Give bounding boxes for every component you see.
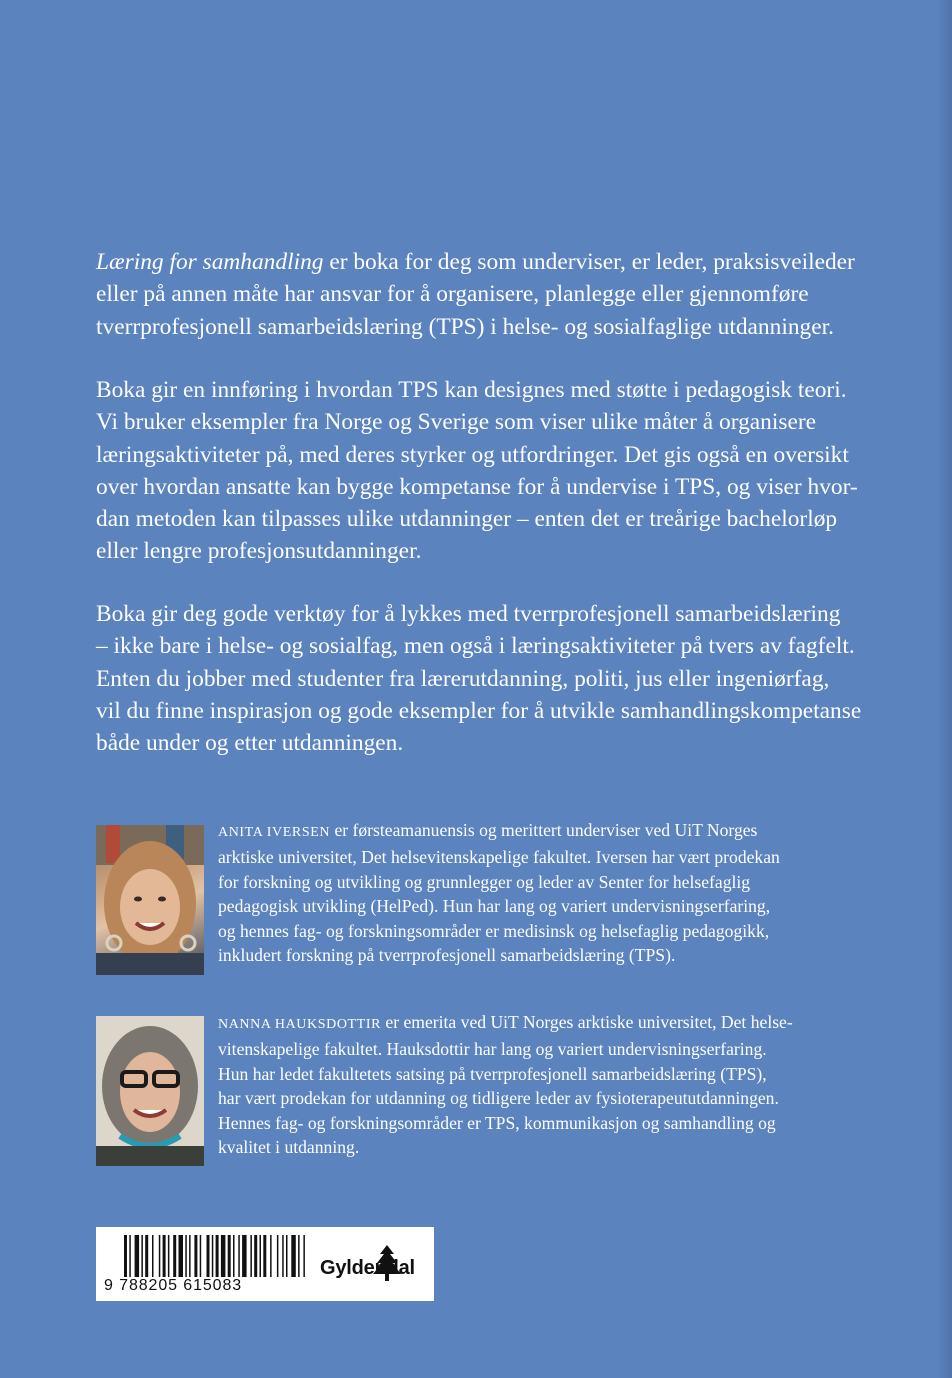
bio-text: inkludert forskning på tverrprofesjonell samarbeidslæring (TPS). <box>218 945 676 966</box>
barcode-bar <box>286 1235 288 1277</box>
author-name: ANITA IVERSEN <box>218 825 331 840</box>
barcode-bar <box>129 1235 131 1277</box>
publisher-name: Gyldendal <box>320 1257 415 1279</box>
barcode-bar <box>152 1235 154 1277</box>
bio-text: vitenskapelige fakultet. Hauksdottir har lang og variert undervisningserfaring. <box>218 1039 767 1060</box>
blurb-text: er boka for deg som underviser, er leder, praksisveileder <box>323 249 855 275</box>
bio-text: har vært prodekan for utdanning og tidligere leder av fysioterapeututdanningen. <box>218 1088 779 1109</box>
bio-text: Hennes fag- og forskningsområder er TPS, kommunikasjon og samhandling og <box>218 1112 776 1133</box>
author-bio-hauksdottir <box>218 1010 878 1159</box>
barcode-bar <box>135 1235 140 1277</box>
blurb-text: Enten du jobber med studenter fra lærerutdanning, politi, jus eller ingeniørfag, <box>96 665 830 692</box>
barcode-bar <box>216 1235 219 1277</box>
barcode-bar <box>179 1235 184 1277</box>
bio-text: er førsteamanuensis og merittert underviser ved UiT Norges <box>330 820 758 840</box>
bio-text: og hennes fag- og forskningsområder er medisinsk og helsefaglig pedagogikk, <box>218 920 770 941</box>
barcode-bar <box>270 1235 272 1277</box>
blurb-text: – ikke bare i helse- og sosialfag, men også i læringsaktiviteter på tvers av fagfelt. <box>96 633 855 660</box>
author-photo-hauksdottir <box>96 1016 204 1166</box>
barcode-bar <box>145 1235 148 1277</box>
barcode-bar <box>200 1235 202 1277</box>
author-photo-iversen <box>96 825 204 975</box>
barcode-bar <box>124 1235 127 1277</box>
blurb-text: læringsaktiviteter på, med deres styrker og utfordringer. Det gis også en oversikt <box>96 441 849 468</box>
blurb-paragraph-3 <box>96 598 864 759</box>
barcode-bar <box>207 1235 210 1277</box>
barcode-bar <box>173 1235 176 1277</box>
book-title: Læring for samhandling <box>96 249 324 275</box>
barcode-bar <box>254 1235 257 1277</box>
cover-edge <box>938 0 952 1378</box>
barcode-bar <box>291 1235 296 1277</box>
bio-text: kvalitet i utdanning. <box>218 1137 360 1158</box>
barcode-bar <box>250 1235 252 1277</box>
author-bio-iversen <box>218 818 878 967</box>
bio-text: Hun har ledet fakultetets satsing på tverrprofesjonell samarbeidslæring (TPS), <box>218 1063 767 1084</box>
blurb-text: tverrprofesjonell samarbeidslæring (TPS) i helse- og sosialfaglige utdanninger. <box>96 313 834 340</box>
barcode-bar <box>282 1235 284 1277</box>
barcode-bar <box>221 1235 226 1277</box>
author-name: NANNA HAUKSDOTTIR <box>218 1017 382 1032</box>
barcode-bar <box>168 1235 170 1277</box>
barcode-bar <box>233 1235 235 1277</box>
barcode-bar <box>159 1235 161 1277</box>
blurb-text: eller på annen måte har ansvar for å organisere, planlegge eller gjennomføre <box>96 281 809 308</box>
barcode-bar <box>260 1235 262 1277</box>
barcode-bar <box>163 1235 166 1277</box>
bio-text: arktiske universitet, Det helsevitenskapelige fakultet. Iversen har vært prodekan <box>218 847 780 868</box>
barcode-bar <box>185 1235 187 1277</box>
barcode-bar <box>242 1235 247 1277</box>
blurb-text: eller lengre profesjonsutdanninger. <box>96 538 422 565</box>
barcode-bar <box>263 1235 266 1277</box>
blurb-paragraph-1 <box>96 246 864 343</box>
blurb-text: over hvordan ansatte kan bygge kompetanse for å undervise i TPS, og viser hvor- <box>96 473 858 500</box>
blurb-text: dan metoden kan tilpasses ulike utdanninger – enten det er treårige bachelorløp <box>96 506 838 533</box>
barcode-bar <box>277 1235 279 1277</box>
blurb-text: Boka gir en innføring i hvordan TPS kan designes med støtte i pedagogisk teori. <box>96 377 847 403</box>
portrait-illustration <box>96 1016 204 1166</box>
portrait-illustration <box>96 825 204 975</box>
barcode-bar <box>238 1235 240 1277</box>
barcode-bar <box>298 1235 300 1277</box>
bio-text: pedagogisk utvikling (HelPed). Hun har lang og variert undervisningserfaring, <box>218 896 771 917</box>
isbn-number: 9 788205 615083 <box>104 1277 243 1294</box>
barcode-bar <box>194 1235 197 1277</box>
barcode-bar <box>212 1235 214 1277</box>
bio-text: for forskning og utvikling og grunnlegger og leder av Senter for helsefaglig <box>218 871 751 892</box>
bio-text: er emerita ved UiT Norges arktiske universitet, Det helse- <box>381 1012 793 1032</box>
barcode-bar <box>141 1235 143 1277</box>
barcode-bar <box>228 1235 231 1277</box>
barcode-bar <box>303 1235 305 1277</box>
barcode-bar <box>189 1235 191 1277</box>
blurb-paragraph-2 <box>96 374 864 568</box>
blurb-text: både under og etter utdanningen. <box>96 730 404 757</box>
blurb-text: Boka gir deg gode verktøy for å lykkes med tverrprofesjonell samarbeidslæring <box>96 601 841 627</box>
blurb-text: Vi bruker eksempler fra Norge og Sverige som viser ulike måter å organisere <box>96 409 817 436</box>
blurb-text: vil du finne inspirasjon og gode eksempler for å utvikle samhandlingskompetanse <box>96 697 862 724</box>
